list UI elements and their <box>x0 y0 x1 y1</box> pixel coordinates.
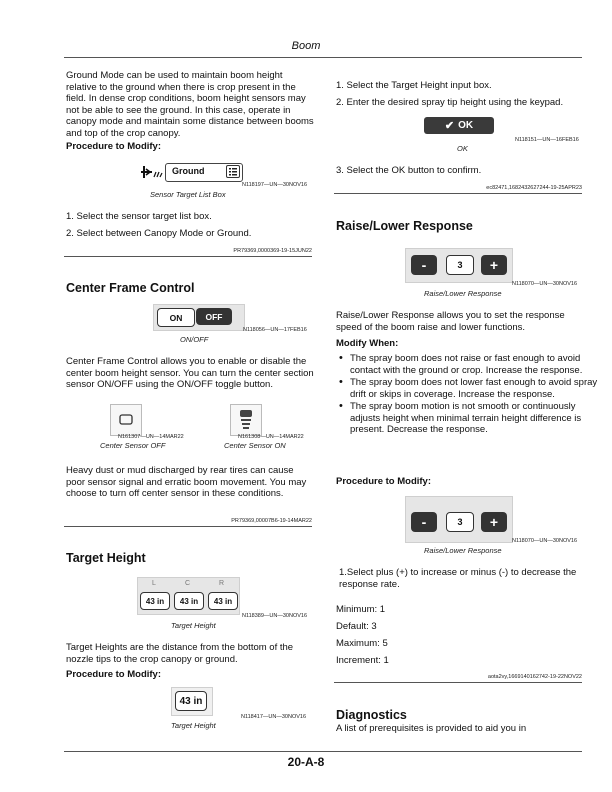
center-sensor-off-icon <box>110 404 142 436</box>
check-icon: ✔ <box>444 120 455 132</box>
center-label: C <box>185 580 191 587</box>
modify-when-label: Modify When: <box>336 338 399 349</box>
increment-value: Increment: 1 <box>336 655 389 666</box>
ground-mode-text: Ground Mode can be used to maintain boom height relative to the ground when there is crop present in the field. In dense crop conditions, boom height sensors may not be able to see the ground. In this case, operate in canopy mode and maintain some distance between booms and top of the crop canopy. <box>66 70 314 139</box>
center-sensor-on-icon <box>230 404 262 436</box>
section-rule <box>64 256 312 257</box>
figure-caption: Target Height <box>171 721 216 730</box>
reference-code: ec82471,1682432627244-19-25APR23 <box>486 185 582 191</box>
target-height-text: Target Heights are the distance from the bottom of the nozzle tips to the crop canopy or ground. <box>66 642 294 665</box>
reference-code: PR79369,0000369-19-15JUN22 <box>233 248 312 254</box>
running-header: Boom <box>291 40 321 52</box>
target-height-input[interactable]: 43 in <box>175 691 207 711</box>
figure-code: N118070—UN—30NOV16 <box>512 281 578 287</box>
reference-code: PR79369,00007B6-19-14MAR22 <box>231 518 312 524</box>
step-item: 2. Enter the desired spray tip height using the keypad. <box>336 97 564 108</box>
modify-when-list <box>336 353 598 437</box>
raise-lower-panel <box>405 248 513 283</box>
section-rule <box>64 526 312 527</box>
figure-caption: OK <box>457 144 468 153</box>
ok-button-label: OK <box>458 120 474 131</box>
minus-button[interactable]: - <box>411 255 437 275</box>
sensor-target-value: Ground <box>172 166 205 176</box>
figure-code: N118417—UN—30NOV16 <box>241 714 307 720</box>
reference-code: aota2vy,1669140162742-19-22NOV22 <box>487 674 582 680</box>
maximum-value: Maximum: 5 <box>336 638 388 649</box>
figure-caption: Sensor Target List Box <box>150 190 226 199</box>
sensor-target-icon <box>140 164 164 180</box>
figure-caption: Raise/Lower Response <box>424 289 502 298</box>
list-icon <box>226 165 240 178</box>
raise-lower-panel-2 <box>405 496 513 543</box>
figure-code: N118389—UN—30NOV16 <box>242 613 308 619</box>
procedure-label: Procedure to Modify: <box>336 476 432 487</box>
list-item: • The spray boom does not raise or fast enough to avoid contact with the ground or crop. Increase the response. <box>350 353 598 376</box>
section-heading: Diagnostics <box>336 708 407 722</box>
plus-button[interactable]: + <box>481 512 507 532</box>
procedure-label: Procedure to Modify: <box>66 669 162 680</box>
figure-code: N118151—UN—16FEB16 <box>515 137 579 143</box>
ok-button[interactable] <box>424 117 494 134</box>
right-target-height-input[interactable]: 43 in <box>208 592 238 610</box>
section-heading: Target Height <box>66 551 146 565</box>
list-item: • The spray boom motion is not smooth or continuously adjusts height when minimal terrain height difference is present. Decrease the response. <box>350 401 598 436</box>
center-frame-text: Center Frame Control allows you to enable or disable the center boom height sensor. You can turn the center section sensor ON/OFF using the ON/OFF toggle button. <box>66 356 314 390</box>
target-height-single-panel <box>171 687 213 716</box>
minus-button[interactable]: - <box>411 512 437 532</box>
procedure-label: Procedure to Modify: <box>66 141 162 152</box>
on-button[interactable]: ON <box>157 308 195 327</box>
list-item: • The spray boom does not lower fast enough to avoid spray drift or skips in coverage. Increase the response. <box>350 377 598 400</box>
diagnostics-text: A list of prerequisites is provided to aid you in <box>336 723 527 734</box>
figure-caption: Center Sensor ON <box>224 441 286 450</box>
right-label: R <box>219 580 225 587</box>
figure-caption: Raise/Lower Response <box>424 546 502 555</box>
sensor-target-list-box[interactable] <box>165 163 243 182</box>
left-label: L <box>152 580 156 587</box>
section-heading: Raise/Lower Response <box>336 219 473 233</box>
step-item: 1. Select the Target Height input box. <box>336 80 492 91</box>
minimum-value: Minimum: 1 <box>336 604 386 615</box>
response-value[interactable]: 3 <box>446 512 474 532</box>
step-item: 1. Select the sensor target list box. <box>66 211 212 222</box>
figure-caption: ON/OFF <box>180 335 209 344</box>
response-value[interactable]: 3 <box>446 255 474 275</box>
left-target-height-input[interactable]: 43 in <box>140 592 170 610</box>
section-heading: Center Frame Control <box>66 281 195 295</box>
header-rule <box>64 57 582 58</box>
default-value: Default: 3 <box>336 621 377 632</box>
section-rule <box>334 193 582 194</box>
raise-lower-text: Raise/Lower Response allows you to set the response speed of the boom raise and lower functions. <box>336 310 565 333</box>
plus-button[interactable]: + <box>481 255 507 275</box>
step-item: 2. Select between Canopy Mode or Ground. <box>66 228 252 239</box>
center-target-height-input[interactable]: 43 in <box>174 592 204 610</box>
figure-caption: Center Sensor OFF <box>100 441 166 450</box>
off-button[interactable]: OFF <box>196 308 232 325</box>
step-item: 3. Select the OK button to confirm. <box>336 165 482 176</box>
figure-caption: Target Height <box>171 621 216 630</box>
page-number: 20-A-8 <box>287 755 325 769</box>
figure-code: N118197—UN—30NOV16 <box>242 182 308 188</box>
figure-code: N118070—UN—30NOV16 <box>512 538 578 544</box>
footer-rule <box>64 751 582 752</box>
target-height-panel <box>137 577 240 615</box>
step-item: 1.Select plus (+) to increase or minus (-) to decrease the response rate. <box>339 567 577 590</box>
section-rule <box>334 682 582 683</box>
figure-code: N118056—UN—17FEB16 <box>243 327 307 333</box>
figure-code: N161307—UN—14MAR22 <box>118 434 184 440</box>
toggle-panel <box>153 304 245 331</box>
figure-code: N161308—UN—14MAR22 <box>238 434 304 440</box>
dust-text: Heavy dust or mud discharged by rear tires can cause poor sensor signal and erratic boom movement. You may choose to turn off center sensor in these conditions. <box>66 465 307 499</box>
